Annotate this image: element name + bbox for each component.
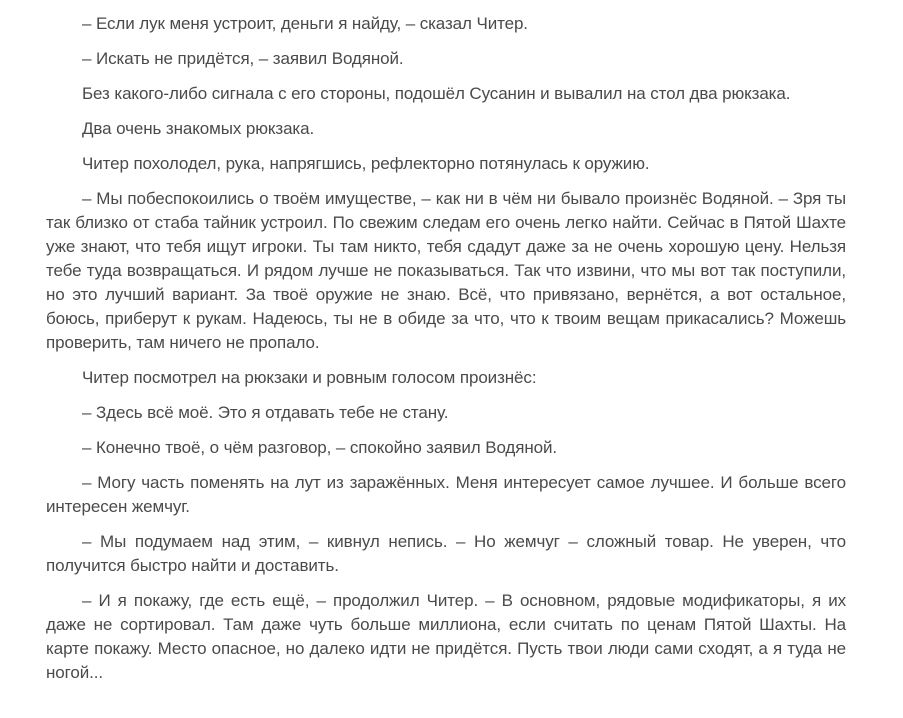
paragraph-5: Читер похолодел, рука, напрягшись, рефлекторно потянулась к оружию.: [82, 154, 650, 173]
paragraph-7: Читер посмотрел на рюкзаки и ровным голосом произнёс:: [82, 368, 537, 387]
paragraph-1: – Если лук меня устроит, деньги я найду, – сказал Читер.: [82, 14, 528, 33]
paragraph-8: – Здесь всё моё. Это я отдавать тебе не стану.: [82, 403, 449, 422]
paragraph-10: – Могу часть поменять на лут из заражённых. Меня интересует самое лучшее. И больше всего интересен жемчуг.: [46, 473, 846, 516]
paragraph-4: Два очень знакомых рюкзака.: [82, 119, 315, 138]
paragraph-6: – Мы побеспокоились о твоём имуществе, – как ни в чём ни бывало произнёс Водяной. – Зря ты так близко от стаба тайник устроил. По свежим следам его очень легко найти. Сейчас в Пятой Шахте уже знают, что тебя ищут игроки. Ты там никто, тебя сдадут даже за не очень хорошую цену. Нельзя тебе туда возвращаться. И рядом лучше не показываться. Так что извини, что мы вот так поступили, но это лучший вариант. За твоё оружие не знаю. Всё, что привязано, вернётся, а вот остальное, боюсь, приберут к рукам. Надеюсь, ты не в обиде за что, что к твоим вещам прикасались? Можешь проверить, там ничего не пропало.: [46, 189, 846, 352]
paragraph-12: – И я покажу, где есть ещё, – продолжил Читер. – В основном, рядовые модификаторы, я их даже не сортировал. Там даже чуть больше миллиона, если считать по ценам Пятой Шахты. На карте покажу. Место опасное, но далеко идти не придётся. Пусть твои люди сами сходят, а я туда не ногой...: [46, 591, 846, 682]
paragraph-11: – Мы подумаем над этим, – кивнул непись. – Но жемчуг – сложный товар. Не уверен, что получится быстро найти и доставить.: [46, 532, 846, 575]
paragraph-2: – Искать не придётся, – заявил Водяной.: [82, 49, 404, 68]
paragraph-3: Без какого-либо сигнала с его стороны, подошёл Сусанин и вывалил на стол два рюкзака.: [82, 84, 791, 103]
paragraph-9: – Конечно твоё, о чём разговор, – спокойно заявил Водяной.: [82, 438, 558, 457]
